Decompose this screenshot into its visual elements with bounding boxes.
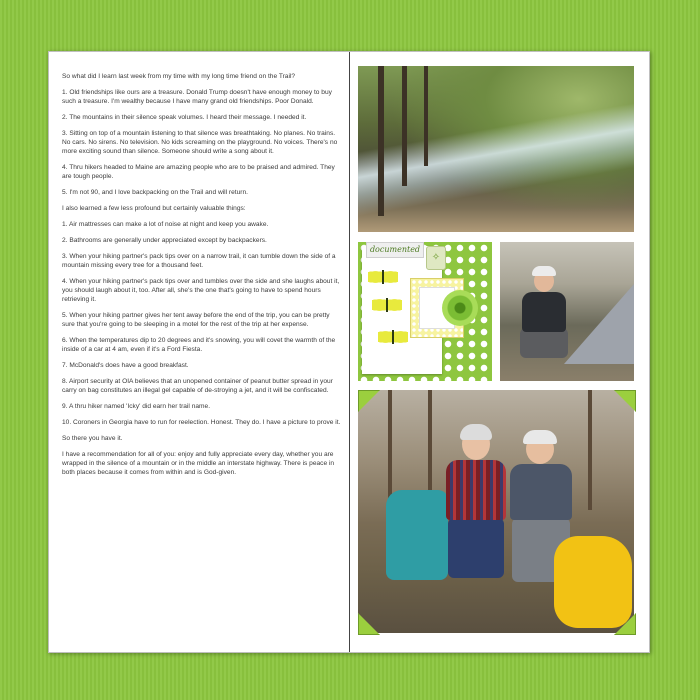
journal-paragraph: 5. When your hiking partner gives her tent away before the end of the trip, you can be pretty sure that you're going to be sleeping in a motel for the rest of the trip at her expense. — [62, 312, 330, 328]
butterfly-icon — [368, 268, 398, 286]
butterfly-clip-icon: ✧ — [426, 246, 446, 270]
journal-paragraph: I have a recommendation for all of you: enjoy and fully appreciate every day, whether you are wrapped in the silence of a mountain or in the middle an interstate highway. There is peace in both places because it comes from within and is God-given. — [62, 451, 335, 476]
creek-photo — [358, 66, 634, 232]
documented-card — [358, 242, 492, 381]
journal-paragraph: 9. A thru hiker named 'Icky' did earn her trail name. — [62, 403, 211, 410]
journal-paragraph: 2. Bathrooms are generally under appreciated except by backpackers. — [62, 237, 267, 244]
journal-paragraph: 10. Coroners in Georgia have to run for reelection. Honest. They do. I have a picture to prove it. — [62, 419, 341, 426]
tent-photo — [500, 242, 634, 381]
hikers-photo — [358, 390, 634, 633]
documented-tag: documented — [366, 242, 424, 258]
tree-trunk — [424, 66, 428, 166]
hiker-shirt — [510, 464, 572, 520]
hiker-figure — [520, 270, 568, 362]
tent — [564, 284, 634, 364]
tree-trunk — [402, 66, 407, 186]
hiker-legs — [520, 328, 568, 358]
tree-trunk — [388, 390, 392, 510]
hiker-body — [522, 292, 566, 332]
journal-paragraph: 1. Old friendships like ours are a treasure. Donald Trump doesn't have enough money to buy such a treasure. I'm wealthy because I have many grand old friendships. Poor Donald. — [62, 89, 332, 105]
plaid-shirt — [446, 460, 506, 520]
hiker-hair — [460, 424, 492, 440]
journal-paragraph: 1. Air mattresses can make a lot of noise at night and keep you awake. — [62, 221, 269, 228]
butterfly-icon — [378, 328, 408, 346]
journal-paragraph: 4. Thru hikers headed to Maine are amazing people who are to be praised and admired. They are tough people. — [62, 164, 335, 180]
tree-trunk — [378, 66, 384, 216]
journal-paragraph: 5. I'm not 90, and I love backpacking on the Trail and will return. — [62, 189, 248, 196]
teal-backpack — [386, 490, 448, 580]
hiker-cap — [532, 266, 556, 276]
hiker-pants — [448, 518, 504, 578]
tree-trunk — [588, 390, 592, 510]
journal-paragraph: 7. McDonald's does have a good breakfast. — [62, 362, 189, 369]
hiker-left — [444, 428, 508, 628]
journal-paragraph: I also learned a few less profound but certainly valuable things: — [62, 205, 246, 212]
scrapbook-page — [48, 51, 650, 653]
hiker-cap — [523, 430, 557, 444]
journal-paragraph: 3. When your hiking partner's pack tips over on a narrow trail, it can tumble down the side of a mountain missing every tree for a thousand feet. — [62, 253, 336, 269]
journal-text — [62, 72, 344, 484]
journal-paragraph: 4. When your hiking partner's pack tips over and tumbles over the side and she laughs about it, you should laugh about it, too. After all, she's the one that's going to have to spend hours retrieving it. — [62, 278, 340, 303]
yellow-backpack — [554, 536, 632, 628]
journal-paragraph: 8. Airport security at OIA believes that an unopened container of peanut butter spread in your carry on bag constitutes an illegal gel capable of de-stroying a jet, and it will be confiscated. — [62, 378, 333, 394]
journal-paragraph: 6. When the temperatures dip to 20 degrees and it's snowing, you will covet the warmth of the inside of a car at 4 am, even if it's a Ford Fiesta. — [62, 337, 336, 353]
journal-paragraph: So there you have it. — [62, 435, 123, 442]
page-divider — [349, 52, 350, 652]
butterfly-icon — [372, 296, 402, 314]
journal-paragraph: 2. The mountains in their silence speak volumes. I heard their message. I needed it. — [62, 114, 307, 121]
journal-paragraph: 3. Sitting on top of a mountain listening to that silence was breathtaking. No planes. No trains. No cars. No sirens. No television. No kids screaming on the playground. No voices. There's no more exciting sound than silence. Someone should write a song about it. — [62, 130, 338, 155]
flower-icon — [442, 290, 478, 326]
journal-paragraph: So what did I learn last week from my time with my long time friend on the Trail? — [62, 73, 296, 80]
